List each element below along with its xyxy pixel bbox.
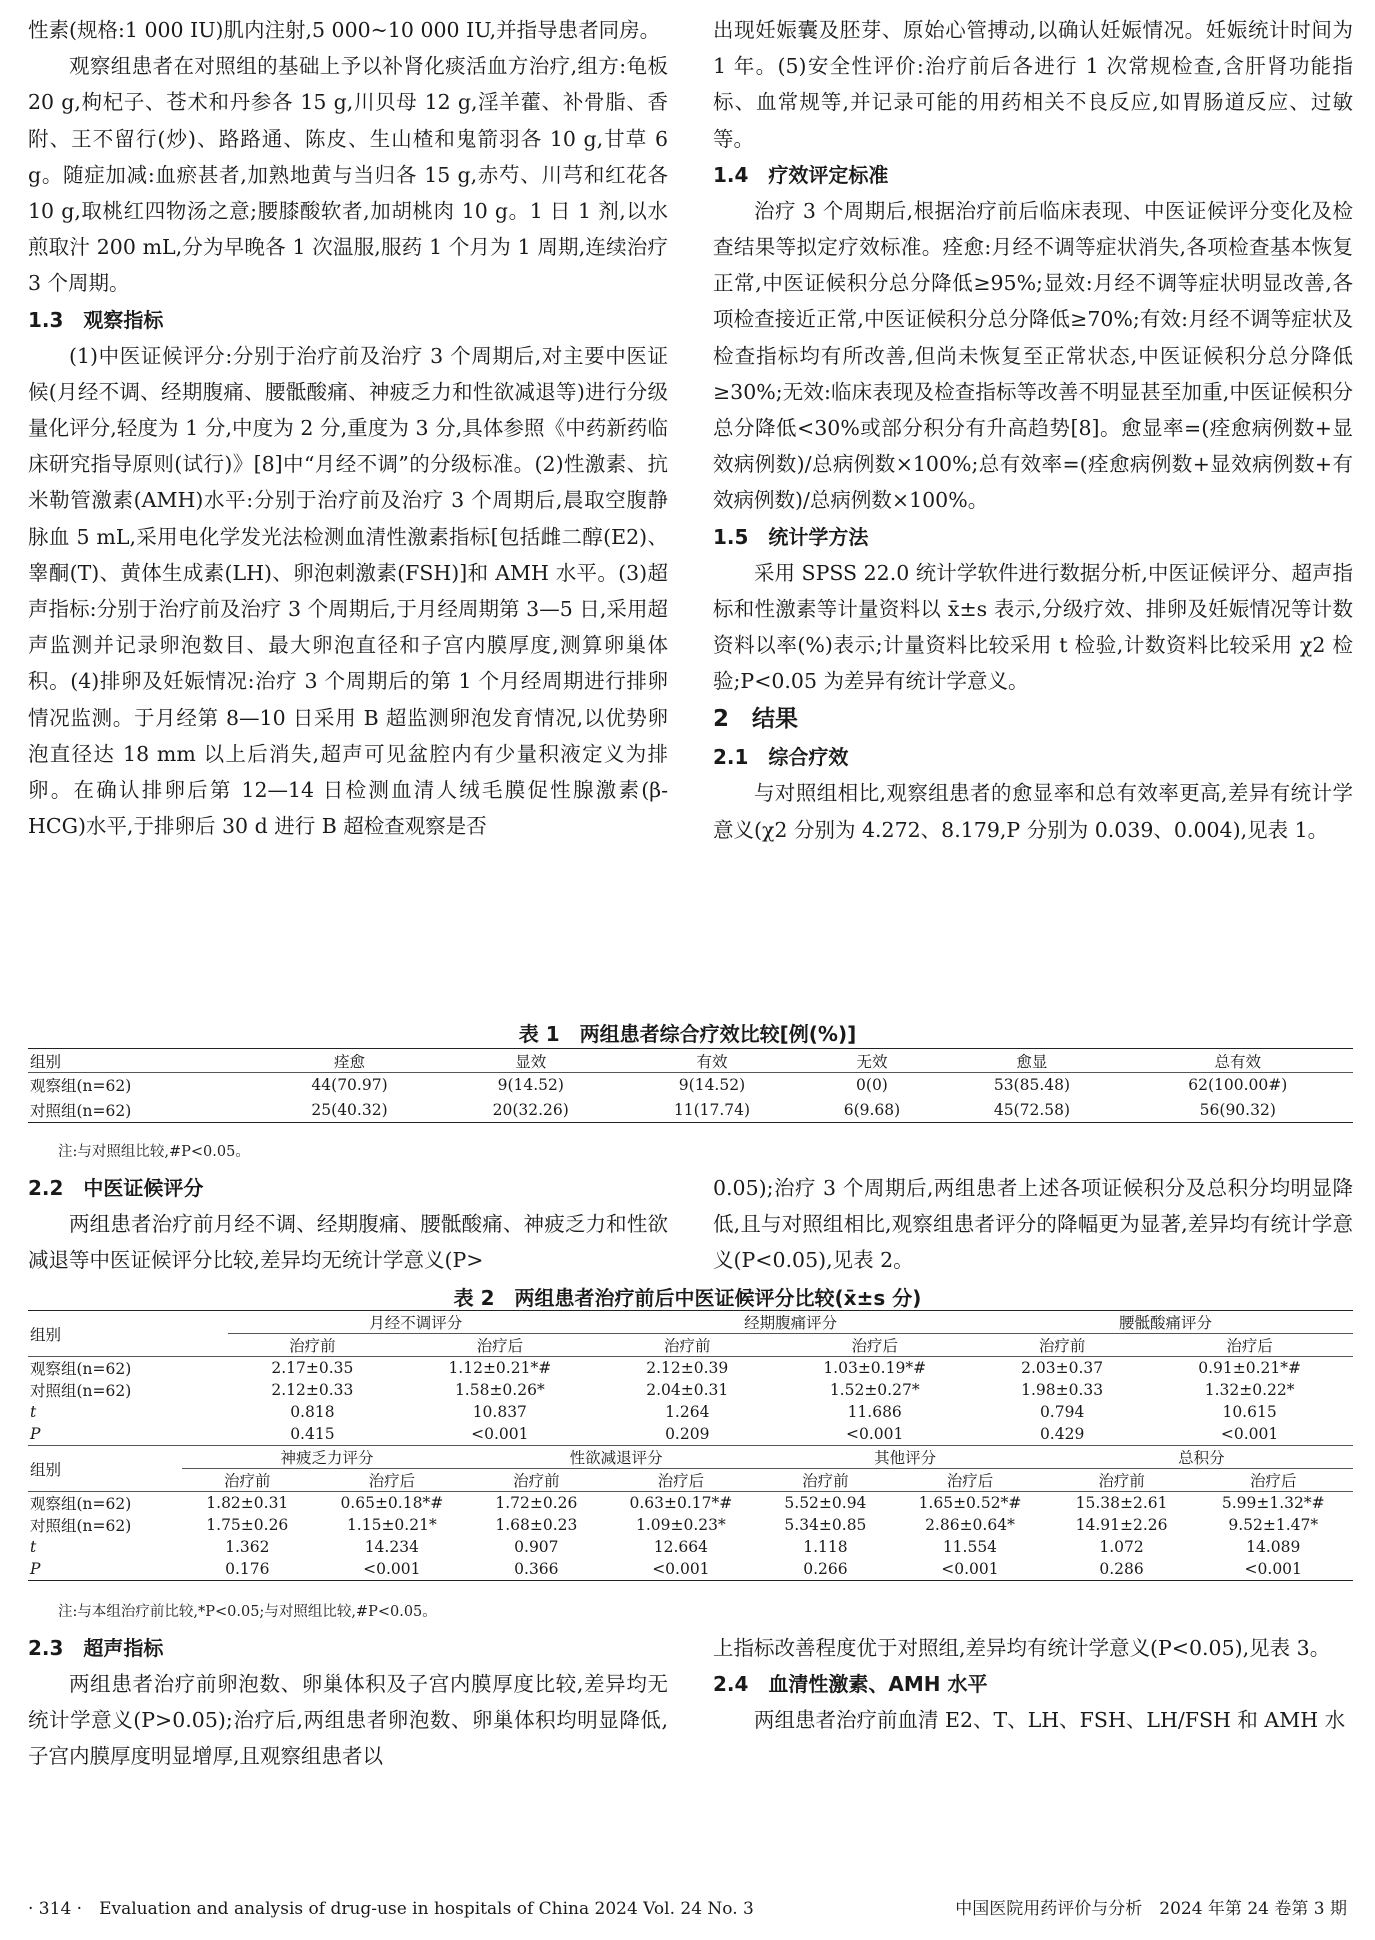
table-cell: 56(90.32)	[1199, 1100, 1276, 1119]
paragraph: 上指标改善程度优于对照组,差异均有统计学意义(P<0.05),见表 3。	[713, 1636, 1331, 1660]
table-cell: 10.837	[472, 1403, 527, 1421]
table-cell: 62(100.00#)	[1188, 1076, 1288, 1095]
table-cell: 1.65±0.52*#	[918, 1494, 1022, 1512]
column-header: 治疗后	[657, 1472, 705, 1490]
table-2-part-1	[28, 1310, 1353, 1446]
table-cell: 1.072	[1099, 1538, 1144, 1556]
table-cell: 1.03±0.19*#	[823, 1359, 927, 1377]
section-heading-2: 2 结果	[713, 706, 799, 733]
table-cell: 2.12±0.39	[646, 1359, 729, 1377]
section-heading-2-3: 2.3 超声指标	[28, 1636, 164, 1660]
column-header: 治疗后	[368, 1472, 416, 1490]
table-cell: 1.12±0.21*#	[448, 1359, 552, 1377]
table-group-header-row	[28, 1446, 1353, 1469]
column-header: 治疗后	[1249, 1472, 1297, 1490]
column-header: 治疗前	[513, 1472, 560, 1490]
table-cell: 0.266	[803, 1559, 848, 1578]
section-heading-2-4: 2.4 血清性激素、AMH 水平	[713, 1672, 988, 1697]
paragraph: 治疗 3 个周期后,根据治疗前后临床表现、中医证候评分变化及检查结果等拟定疗效标准。痊愈:月经不调等症状消失,各项检查基本恢复正常,中医证候积分总分降低≥95%;显效:月经不调等症状明显改善,各项检查接近正常,中医证候积分总分降低≥70%;有效:月经不调等症状及检查指标均有所改善,但尚未恢复至正常状态,中医证候积分总分降低≥30%;无效:临床表现及检查指标等改善不明显甚至加重,中医证候积分总分降低<30%或部分积分有升高趋势[8]。愈显率=(痊愈病例数+显效病例数)/总病例数×100%;总有效率=(痊愈病例数+显效病例数+有效病例数)/总病例数×100%。	[713, 198, 1353, 513]
table-cell: 10.615	[1222, 1403, 1277, 1421]
table-cell: 观察组(n=62)	[30, 1495, 132, 1513]
table-cell: 9.52±1.47*	[1228, 1516, 1319, 1534]
table-cell: 2.17±0.35	[271, 1359, 354, 1377]
paragraph: 采用 SPSS 22.0 统计学软件进行数据分析,中医证候评分、超声指标和性激素等计量资料以 x̄±s 表示,分级疗效、排卵及妊娠情况等计数资料以率(%)表示;计量资料比较采用 t 检验,计数资料比较采用 χ2 检验;P<0.05 为差异有统计学意义。	[713, 560, 1353, 694]
table-2-caption: 表 2 两组患者治疗前后中医证候评分比较(x̄±s 分)	[453, 1286, 922, 1310]
table-cell: 1.52±0.27*	[829, 1381, 920, 1399]
table-cell: 2.03±0.37	[1021, 1359, 1104, 1377]
table-cell: <0.001	[846, 1424, 904, 1443]
paragraph: 出现妊娠囊及胚芽、原始心管搏动,以确认妊娠情况。妊娠统计时间为 1 年。(5)安全性评价:治疗前后各进行 1 次常规检查,含肝肾功能指标、血常规等,并记录可能的用药相关不良反应,如胃肠道反应、过敏等。	[713, 18, 1353, 151]
table-cell: 5.34±0.85	[784, 1516, 867, 1534]
left-column	[28, 12, 668, 844]
table-cell: 2.86±0.64*	[925, 1516, 1015, 1534]
table-cell: 0(0)	[856, 1076, 888, 1095]
paragraph: 性素(规格:1 000 IU)肌内注射,5 000~10 000 IU,并指导患者同房。	[28, 18, 661, 42]
table-cell: <0.001	[1220, 1424, 1279, 1443]
table-cell: 0.366	[514, 1559, 559, 1578]
table-cell: 45(72.58)	[993, 1100, 1071, 1119]
column-header: 痊愈	[334, 1052, 366, 1071]
table-1-note: 注:与对照组比较,#P<0.05。	[58, 1144, 250, 1160]
column-group-header: 腰骶酸痛评分	[978, 1311, 1353, 1334]
table-cell: 0.65±0.18*#	[340, 1494, 444, 1512]
table-cell: 1.75±0.26	[206, 1516, 289, 1534]
table-cell: <0.001	[652, 1559, 710, 1578]
column-header: 治疗后	[851, 1337, 898, 1355]
section-heading-1-5: 1.5 统计学方法	[713, 524, 869, 549]
table-cell: 11.686	[847, 1403, 902, 1421]
table-cell: 1.15±0.21*	[346, 1516, 437, 1534]
table-cell: 0.209	[665, 1424, 710, 1443]
column-header: 治疗前	[664, 1337, 711, 1355]
table-cell: 1.98±0.33	[1021, 1381, 1104, 1399]
table-row	[28, 1558, 1353, 1580]
table-cell: 12.664	[653, 1538, 708, 1556]
column-header: 治疗前	[802, 1472, 849, 1490]
table-cell: 1.118	[803, 1538, 848, 1556]
column-header: 愈显	[1016, 1052, 1048, 1071]
table-cell: P	[30, 1559, 41, 1578]
table-1	[28, 1048, 1353, 1123]
table-cell: 0.286	[1099, 1559, 1144, 1578]
table-cell: 对照组(n=62)	[30, 1382, 132, 1400]
column-header: 组别	[30, 1052, 62, 1071]
table-row	[28, 1357, 1353, 1380]
table-cell: <0.001	[941, 1559, 999, 1578]
table-cell: 1.264	[665, 1403, 710, 1421]
table-row	[28, 1514, 1353, 1536]
right-column-2-3	[713, 1630, 1353, 1738]
table-cell: 0.794	[1039, 1403, 1085, 1421]
table-cell: 1.82±0.31	[206, 1494, 289, 1512]
paragraph: 观察组患者在对照组的基础上予以补肾化痰活血方治疗,组方:龟板 20 g,枸杞子、苍术和丹参各 15 g,川贝母 12 g,淫羊藿、补骨脂、香附、王不留行(炒)、路路通、陈皮、生山楂和鬼箭羽各 10 g,甘草 6 g。随症加减:血瘀甚者,加熟地黄与当归各 15 g,赤芍、川芎和红花各 10 g,取桃红四物汤之意;腰膝酸软者,加胡桃肉 10 g。1 日 1 剂,以水煎取汁 200 mL,分为早晚各 1 次温服,服药 1 个月为 1 周期,连续治疗 3 个周期。	[28, 54, 668, 296]
table-header-row	[28, 1469, 1353, 1492]
table-cell: 44(70.97)	[311, 1076, 388, 1095]
table-cell: 9(14.52)	[678, 1076, 746, 1095]
section-heading-2-1: 2.1 综合疗效	[713, 745, 849, 770]
table-cell: <0.001	[363, 1559, 421, 1578]
table-header-row	[28, 1049, 1353, 1073]
table-cell: 0.415	[290, 1424, 335, 1443]
column-header: 治疗后	[1226, 1337, 1273, 1355]
table-cell: 0.91±0.21*#	[1198, 1359, 1301, 1377]
column-group-header: 性欲减退评分	[472, 1446, 761, 1469]
table-row	[28, 1401, 1353, 1423]
table-cell: 观察组(n=62)	[30, 1360, 132, 1378]
table-cell: 1.32±0.22*	[1204, 1381, 1295, 1399]
table-group-header-row	[28, 1311, 1353, 1334]
table-cell: 14.089	[1246, 1538, 1301, 1556]
table-row	[28, 1536, 1353, 1558]
section-heading-2-2: 2.2 中医证候评分	[28, 1176, 204, 1200]
table-row	[28, 1492, 1353, 1515]
table-cell: 1.68±0.23	[495, 1516, 578, 1534]
table-cell: 25(40.32)	[311, 1100, 388, 1119]
table-cell: 15.38±2.61	[1075, 1494, 1168, 1512]
table-cell: 14.91±2.26	[1075, 1516, 1168, 1534]
column-header: 组别	[28, 1311, 228, 1357]
column-header: 治疗前	[224, 1472, 271, 1490]
right-column	[713, 12, 1353, 848]
table-cell: 0.176	[225, 1559, 270, 1578]
column-group-header: 神疲乏力评分	[182, 1446, 471, 1469]
table-cell: 1.72±0.26	[495, 1494, 578, 1512]
table-cell: 6(9.68)	[843, 1100, 901, 1119]
left-column-2-2	[28, 1170, 668, 1278]
column-header: 组别	[28, 1446, 182, 1492]
table-cell: 11.554	[942, 1538, 998, 1556]
table-cell: 0.63±0.17*#	[629, 1494, 733, 1512]
footer-left: · 314 · Evaluation and analysis of drug-use in hospitals of China 2024 Vol. 24 No. 3	[28, 1899, 754, 1919]
table-cell: P	[30, 1424, 41, 1443]
table-cell: 53(85.48)	[993, 1076, 1071, 1095]
column-group-header: 经期腹痛评分	[603, 1311, 978, 1334]
table-cell: 0.818	[290, 1403, 335, 1421]
table-cell: t	[30, 1538, 37, 1556]
footer-right: 中国医院用药评价与分析 2024 年第 24 卷第 3 期	[955, 1899, 1347, 1919]
column-header: 有效	[696, 1052, 728, 1071]
column-group-header: 其他评分	[761, 1446, 1050, 1469]
section-heading-1-3: 1.3 观察指标	[28, 307, 164, 332]
table-cell: 对照组(n=62)	[30, 1101, 132, 1120]
column-header: 治疗后	[946, 1472, 994, 1490]
table-cell: 9(14.52)	[497, 1076, 564, 1095]
column-group-header: 月经不调评分	[228, 1311, 603, 1334]
table-cell: 1.58±0.26*	[454, 1381, 545, 1399]
table-cell: 5.99±1.32*#	[1221, 1494, 1325, 1512]
column-header: 无效	[856, 1052, 888, 1071]
table-cell: 观察组(n=62)	[30, 1077, 132, 1096]
column-group-header: 总积分	[1050, 1446, 1353, 1469]
paragraph: (1)中医证候评分:分别于治疗前及治疗 3 个周期后,对主要中医证候(月经不调、经期腹痛、腰骶酸痛、神疲乏力和性欲减退等)进行分级量化评分,轻度为 1 分,中度为 2 分,重度为 3 分,具体参照《中药新药临床研究指导原则(试行)》[8]中“月经不调”的分级标准。(2)性激素、抗米勒管激素(AMH)水平:分别于治疗前及治疗 3 个周期后,晨取空腹静脉血 5 mL,采用电化学发光法检测血清性激素指标[包括雌二醇(E2)、睾酮(T)、黄体生成素(LH)、卵泡刺激素(FSH)]和 AMH 水平。(3)超声指标:分别于治疗前及治疗 3 个周期后,于月经周期第 3—5 日,采用超声监测并记录卵泡数目、最大卵泡直径和子宫内膜厚度,测算卵巢体积。(4)排卵及妊娠情况:治疗 3 个周期后的第 1 个月经周期进行排卵情况监测。于月经第 8—10 日采用 B 超监测卵泡发育情况,以优势卵泡直径达 18 mm 以上后消失,超声可见盆腔内有少量积液定义为排卵。在确认排卵后第 12—14 日检测血清人绒毛膜促性腺激素(β-HCG)水平,于排卵后 30 d 进行 B 超检查观察是否	[28, 343, 668, 839]
column-header: 治疗前	[1098, 1472, 1145, 1490]
table-2-part-2	[28, 1446, 1353, 1581]
column-header: 治疗后	[476, 1337, 524, 1355]
table-cell: 0.429	[1039, 1424, 1085, 1443]
table-cell: 对照组(n=62)	[30, 1517, 132, 1535]
column-header: 总有效	[1214, 1052, 1262, 1071]
table-cell: <0.001	[471, 1424, 529, 1443]
table-cell: 1.09±0.23*	[636, 1516, 726, 1534]
paragraph: 两组患者治疗前血清 E2、T、LH、FSH、LH/FSH 和 AMH 水	[754, 1708, 1346, 1733]
table-cell: 5.52±0.94	[784, 1494, 867, 1512]
section-heading-1-4: 1.4 疗效评定标准	[713, 162, 889, 187]
table-cell: t	[30, 1403, 37, 1421]
right-column-2-2	[713, 1170, 1353, 1279]
table-row	[28, 1098, 1353, 1123]
table-row	[28, 1423, 1353, 1445]
column-header: 治疗前	[289, 1337, 336, 1355]
table-cell: <0.001	[1244, 1559, 1302, 1578]
column-header: 治疗前	[1038, 1337, 1086, 1355]
table-cell: 2.12±0.33	[271, 1381, 354, 1399]
table-row	[28, 1379, 1353, 1401]
table-2-note: 注:与本组治疗前比较,*P<0.05;与对照组比较,#P<0.05。	[58, 1604, 437, 1620]
column-header: 显效	[515, 1052, 547, 1071]
left-column-2-3	[28, 1630, 668, 1775]
table-cell: 0.907	[514, 1538, 559, 1556]
table-cell: 2.04±0.31	[646, 1381, 729, 1399]
table-1-caption: 表 1 两组患者综合疗效比较[例(%)]	[518, 1022, 857, 1046]
table-cell: 14.234	[364, 1538, 419, 1556]
table-cell: 20(32.26)	[492, 1100, 569, 1119]
paragraph: 两组患者治疗前月经不调、经期腹痛、腰骶酸痛、神疲乏力和性欲减退等中医证候评分比较,差异均无统计学意义(P>	[28, 1212, 668, 1273]
table-row	[28, 1073, 1353, 1098]
paragraph: 0.05);治疗 3 个周期后,两组患者上述各项证候积分及总积分均明显降低,且与对照组相比,观察组患者评分的降幅更为显著,差异均有统计学意义(P<0.05),见表 2。	[713, 1176, 1353, 1273]
paragraph: 两组患者治疗前卵泡数、卵巢体积及子宫内膜厚度比较,差异均无统计学意义(P>0.05);治疗后,两组患者卵泡数、卵巢体积均明显降低,子宫内膜厚度明显增厚,且观察组患者以	[28, 1672, 668, 1769]
table-cell: 11(17.74)	[673, 1100, 751, 1119]
paragraph: 与对照组相比,观察组患者的愈显率和总有效率更高,差异有统计学意义(χ2 分别为 4.272、8.179,P 分别为 0.039、0.004),见表 1。	[713, 781, 1353, 842]
table-cell: 1.362	[225, 1538, 270, 1556]
